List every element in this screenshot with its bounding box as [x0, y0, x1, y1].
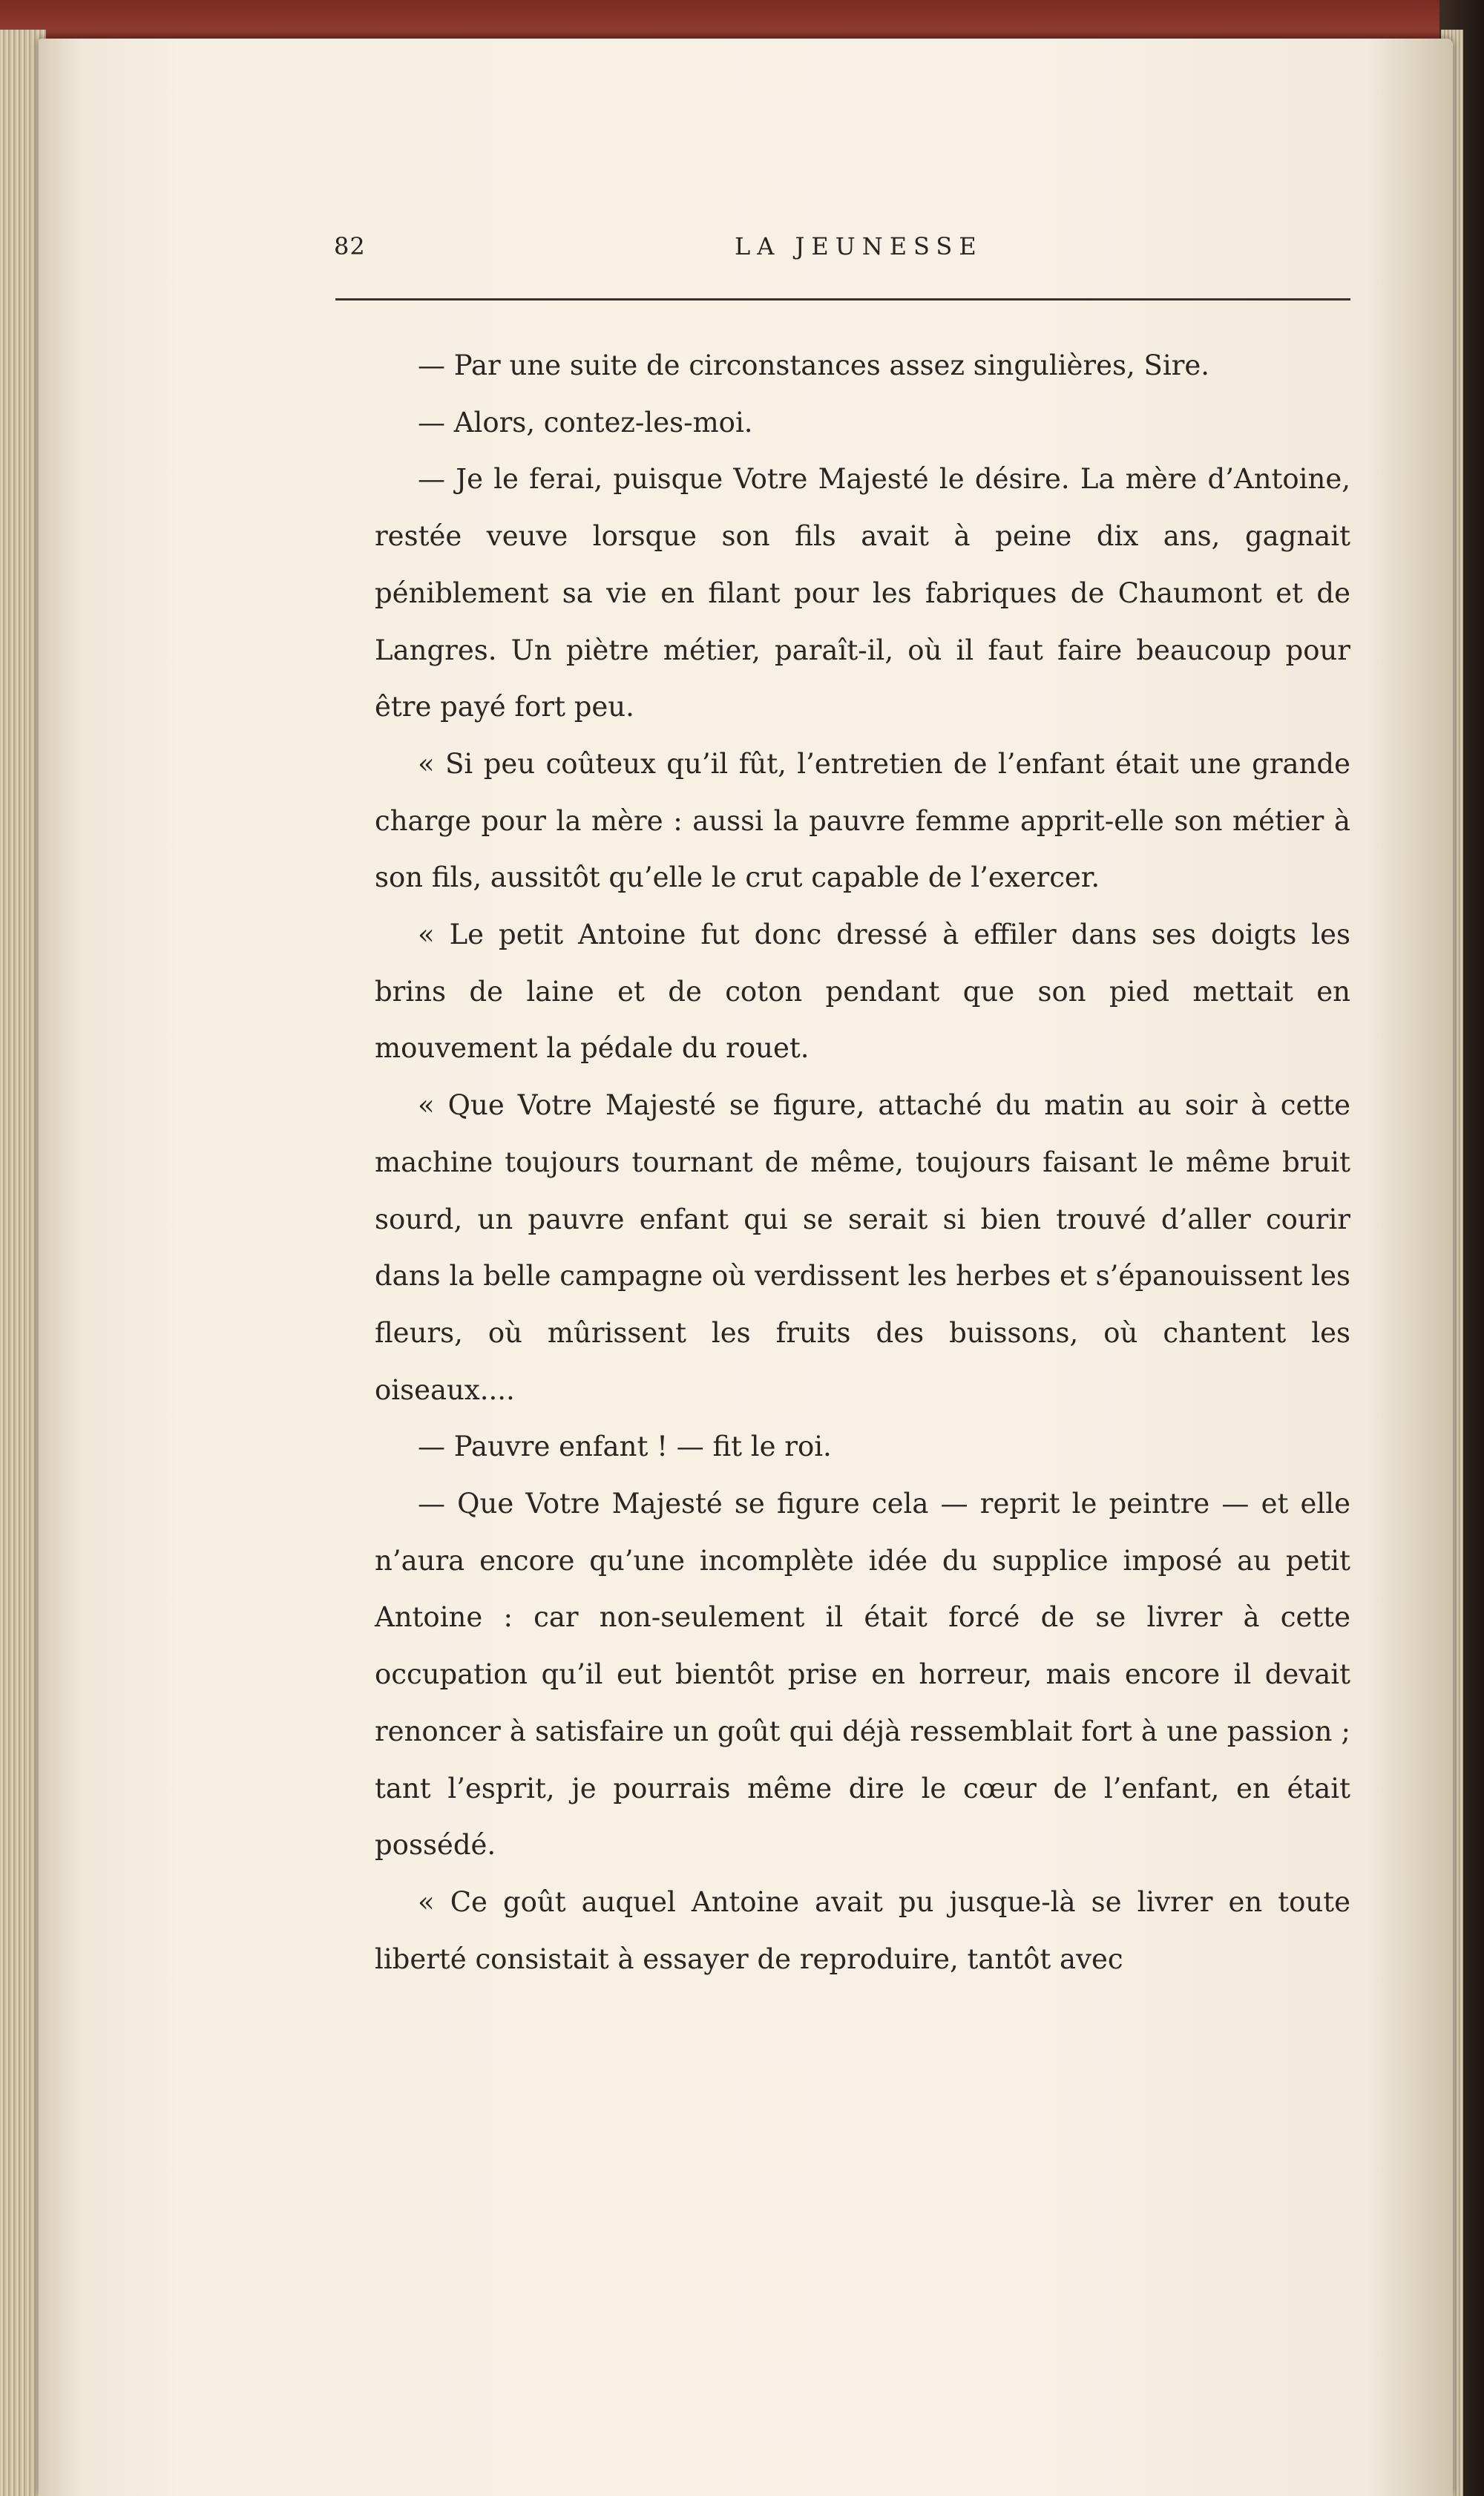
paragraph: — Alors, contez-les-moi.	[418, 406, 753, 439]
paragraph: — Pauvre enfant ! — fit le roi.	[418, 1431, 832, 1463]
header-rule	[335, 298, 1350, 300]
body-text	[375, 338, 1350, 1988]
page-header	[334, 226, 1358, 271]
paragraph: — Que Votre Majesté se figure cela — reprit le peintre — et elle n’aura encore qu’une incomplète idée du supplice imposé au petit Antoine : car non-seulement il était forcé de se livrer à cette occupation qu’il eut bientôt prise en horreur, mais encore il devait renoncer à satisfaire un goût qui déjà ressemblait fort à une passion ; tant l’esprit, je pourrais même dire le cœur de l’enfant, en était possédé.	[375, 1488, 1350, 1862]
page-number: 82	[334, 232, 366, 260]
running-title: LA JEUNESSE	[735, 232, 983, 260]
paragraph: « Ce goût auquel Antoine avait pu jusque-là se livrer en toute liberté consistait à essayer de reproduire, tantôt avec	[375, 1885, 1350, 1975]
paragraph: « Si peu coûteux qu’il fût, l’entretien de l’enfant était une grande charge pour la mère : aussi la pauvre femme apprit-elle son métier à son fils, aussitôt qu’elle le crut capable de l’exercer.	[375, 747, 1350, 894]
paragraph: « Que Votre Majesté se figure, attaché du matin au soir à cette machine toujours tournant de même, toujours faisant le même bruit sourd, un pauvre enfant qui se serait si bien trouvé d’aller courir dans la belle campagne où verdissent les herbes et s’épanouissent les fleurs, où mûrissent les fruits des buissons, où chantent les oiseaux....	[375, 1089, 1350, 1406]
paragraph: — Je le ferai, puisque Votre Majesté le désire. La mère d’Antoine, restée veuve lorsque son fils avait à peine dix ans, gagnait péniblement sa vie en filant pour les fabriques de Chaumont et de Langres. Un piètre métier, paraît-il, où il faut faire beaucoup pour être payé fort peu.	[375, 463, 1350, 723]
paragraph: « Le petit Antoine fut donc dressé à effiler dans ses doigts les brins de laine et de coton pendant que son pied mettait en mouvement la pédale du rouet.	[375, 919, 1350, 1065]
paragraph: — Par une suite de circonstances assez singulières, Sire.	[418, 349, 1210, 381]
